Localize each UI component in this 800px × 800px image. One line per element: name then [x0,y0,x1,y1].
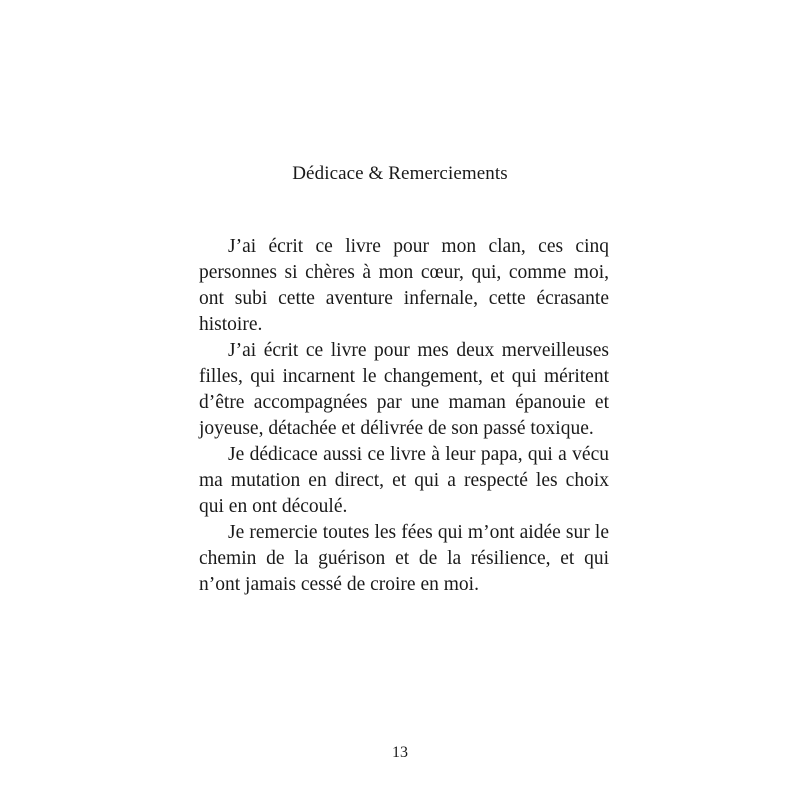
paragraph-clan: J’ai écrit ce livre pour mon clan, ces cinq personnes si chères à mon cœur, qui, comme moi, ont subi cette aventure infernale, cette écrasante histoire. [199,236,609,335]
page-number: 13 [392,744,408,761]
paragraph-thanks: Je remercie toutes les fées qui m’ont aidée sur le chemin de la guérison et de la résilience, et qui n’ont jamais cessé de croire en moi. [199,522,609,595]
paragraph-father: Je dédicace aussi ce livre à leur papa, qui a vécu ma mutation en direct, et qui a respecté les choix qui en ont découlé. [199,444,609,517]
dedication-body [199,234,609,598]
page-title: Dédicace & Remerciements [292,163,508,184]
paragraph-daughters: J’ai écrit ce livre pour mes deux merveilleuses filles, qui incarnent le changement, et qui méritent d’être accompagnées par une maman épanouie et joyeuse, détachée et délivrée de son passé toxique. [199,340,609,439]
